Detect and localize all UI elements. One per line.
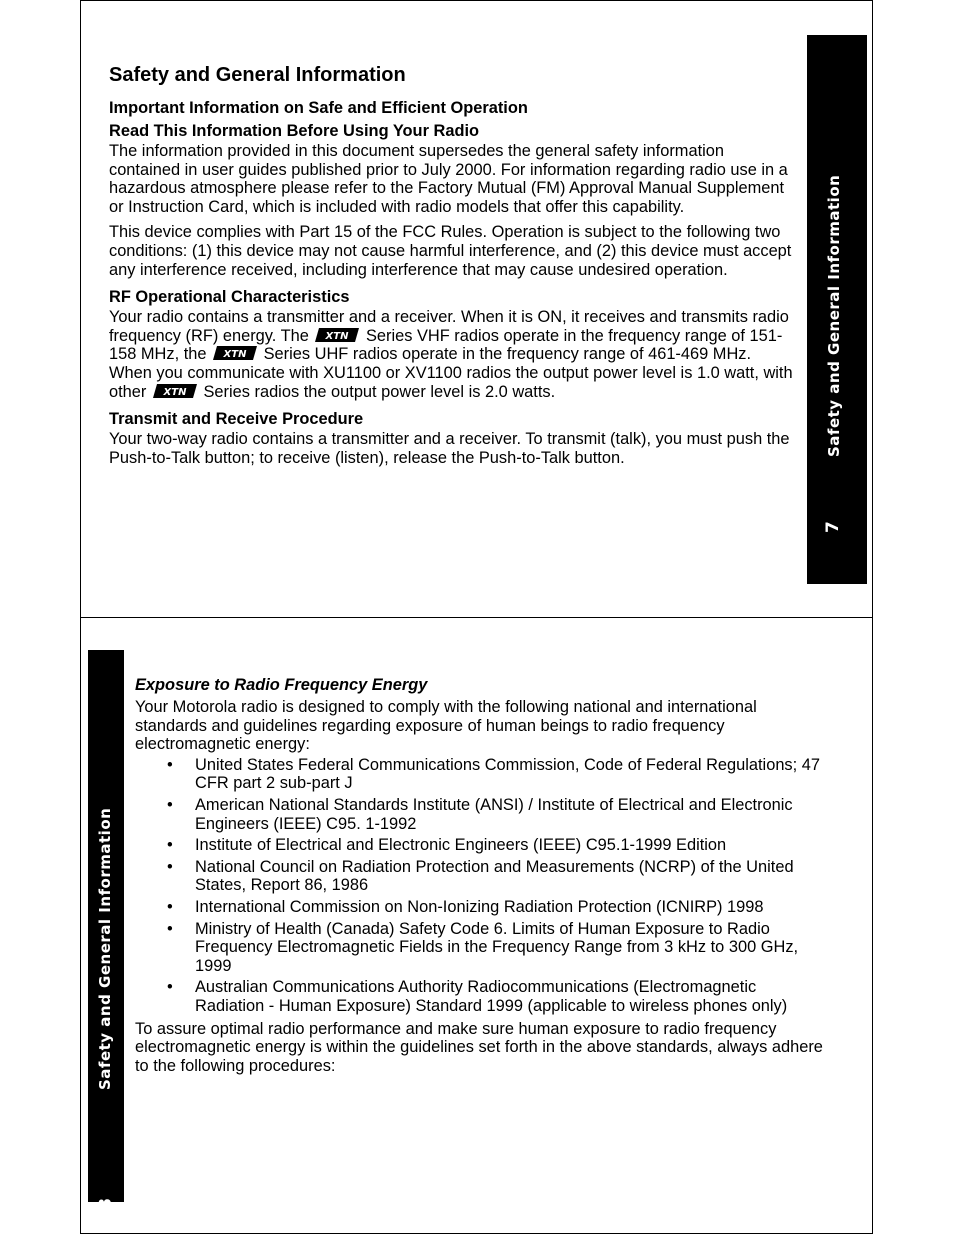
bullet-icon: • [167, 755, 173, 774]
section-heading: Exposure to Radio Frequency Energy [135, 676, 428, 694]
list-item [135, 756, 825, 793]
list-item [135, 836, 825, 855]
bullet-icon: • [167, 897, 173, 916]
rf-text: Series VHF radios operate in the frequency range of 151-158 MHz, the [109, 326, 783, 364]
bullet-icon: • [167, 836, 173, 855]
list-item [135, 978, 825, 1015]
list-item-text: United States Federal Communications Commission, Code of Federal Regulations; 47 CFR part 2 sub-part J [195, 755, 820, 793]
xtn-logo-icon [315, 328, 359, 342]
rf-text: Series UHF radios operate in the frequency range of 461-469 MHz. When you communicate with XU1100 or XV1100 radios the output power level is 1.0 watt, with other [109, 345, 793, 401]
side-tab-title: Safety and General Information [96, 807, 114, 1090]
list-item [135, 920, 825, 976]
paragraph: The information provided in this document supersedes the general safety information contained in user guides published prior to July 2000. For information regarding radio use in a hazardous atmosphere please refer to the Factory Mutual (FM) Approval Manual Supplement or Instruction Card, which is included with radio models that offer this capability. [109, 142, 788, 216]
list-item [135, 898, 825, 917]
bullet-icon: • [167, 978, 173, 997]
list-item-text: American National Standards Institute (ANSI) / Institute of Electrical and Electronic Engineers (IEEE) C95. 1-1992 [195, 795, 793, 833]
section-subheading: Read This Information Before Using Your Radio [109, 122, 480, 140]
xtn-logo-icon [153, 384, 197, 398]
page-title: Safety and General Information [109, 64, 406, 86]
side-tab [807, 35, 867, 584]
list-item [135, 796, 825, 833]
page-8 [80, 617, 873, 1234]
bullet-icon: • [167, 795, 173, 814]
paragraph: This device complies with Part 15 of the FCC Rules. Operation is subject to the following two conditions: (1) this device may not cause harmful interference, and (2) this device must accept any interference received, including interference that may cause undesired operation. [109, 223, 792, 279]
rf-paragraph [109, 308, 794, 401]
list-item-text: Institute of Electrical and Electronic Engineers (IEEE) C95.1-1999 Edition [195, 836, 727, 855]
tx-heading: Transmit and Receive Procedure [109, 410, 364, 429]
rf-text: Series radios the output power level is 2.0 watts. [203, 382, 556, 401]
page-7 [80, 0, 873, 618]
intro-paragraph: Your Motorola radio is designed to comply with the following national and international standards and guidelines regarding exposure of human beings to radio frequency electromagnetic energy: [135, 698, 757, 754]
svg-text:XTN: XTN [325, 330, 349, 342]
list-item [135, 858, 825, 895]
svg-text:XTN: XTN [163, 386, 187, 398]
outro-paragraph: To assure optimal radio performance and make sure human exposure to radio frequency electromagnetic energy is within the guidelines set forth in the above standards, always adhere to the following procedures: [135, 1019, 823, 1075]
rf-heading: RF Operational Characteristics [109, 288, 350, 307]
list-item-text: Australian Communications Authority Radiocommunications (Electromagnetic Radiation - Human Exposure) Standard 1999 (applicable to wireless phones only) [195, 978, 788, 1015]
bullet-icon: • [167, 919, 173, 938]
section-heading: Important Information on Safe and Efficient Operation [109, 99, 528, 117]
list-item-text: Ministry of Health (Canada) Safety Code 6. Limits of Human Exposure to Radio Frequency Electromagnetic Fields in the Frequency Range from 3 kHz to 300 GHz, 1999 [195, 919, 799, 975]
bullet-icon: • [167, 857, 173, 876]
tx-paragraph: Your two-way radio contains a transmitter and a receiver. To transmit (talk), you must push the Push-to-Talk button; to receive (listen), release the Push-to-Talk button. [109, 430, 790, 467]
list-item-text: International Commission on Non-Ionizing Radiation Protection (ICNIRP) 1998 [195, 897, 764, 916]
xtn-logo-icon [213, 346, 257, 360]
page-7-content [109, 63, 794, 474]
page-8-content [135, 676, 825, 1082]
side-tab [88, 650, 124, 1210]
page-number: 8 [96, 1198, 116, 1210]
svg-text:XTN: XTN [223, 349, 247, 361]
rf-text: Your radio contains a transmitter and a receiver. When it is ON, it receives and transmits radio frequency (RF) energy. The [109, 308, 789, 345]
page-number: 7 [823, 521, 843, 533]
list-item-text: National Council on Radiation Protection and Measurements (NCRP) of the United States, Report 86, 1986 [195, 857, 794, 895]
standards-list [135, 756, 825, 1016]
side-tab-title: Safety and General Information [825, 174, 843, 457]
